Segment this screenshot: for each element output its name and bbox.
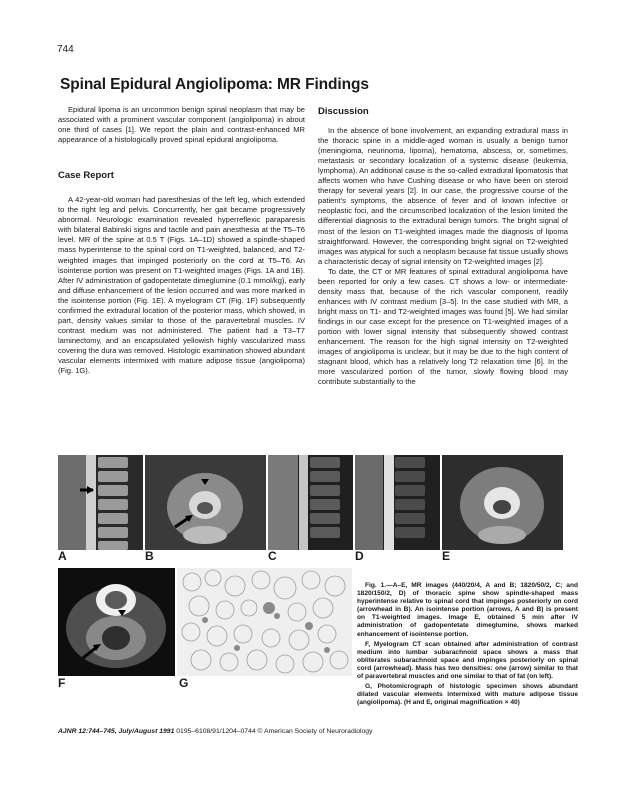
figure-panel-f <box>58 568 175 676</box>
page-footer <box>58 728 372 735</box>
mr-sagittal-d-image <box>355 455 440 550</box>
discussion-paragraph-2: To date, the CT or MR features of spinal extradural angiolipoma have been reported for only a few cases. CT shows a low- or intermediate-density mass that, because of the rich vascular component, readily enhances with IV contrast medium [3–5]. In the case studied with MR, a bright mass on T1- and T2-weighted images was found [5]. We had similar findings in our case except for the presence on T1-weighted images of a portion with lower signal intensity that subsequently showed contrast enhancement. The reason for the high signal intensity on T2-weighted images of angiolipoma is unclear, but it may be due to the high content of stagnant blood, which has a relatively long T2 relaxation time [6]. In the more vascularized portion of the tumor, slowly flowing blood may contribute substantially to the <box>318 266 568 387</box>
figure-caption <box>357 582 578 709</box>
figure-panel-e <box>442 455 563 550</box>
caption-paragraph-1: Fig. 1.—A–E, MR images (440/20/4, A and B; 1820/50/2, C; and 1820/150/2, D) of thoracic spine show spindle-shaped mass hyperintense relative to spinal cord that impinges posteriorly on cord (arrowhead in B). An isointense portion (arrows, A and B) is present on T1-weighted images. Image E, obtained 5 min after IV administration of gadopentetate dimeglumine, shows marked enhancement of isointense portion. <box>357 582 578 638</box>
figure-panel-g <box>177 568 352 676</box>
discussion-heading: Discussion <box>318 106 369 117</box>
case-report-paragraph: A 42-year-old woman had paresthesias of the left leg, which extended to the right leg and pelvis. Concurrently, her gait became progressively abnormal. Neurologic examination revealed hyperreflexic paraparesis with bilateral Babinski signs and tactile and pain anesthesia at the T5–T6 level. MR of the spine at 0.5 T (Figs. 1A–1D) showed a spindle-shaped mass hyperintense to the spinal cord on T1-weighted, balanced, and T2-weighted images that impinged posteriorly on the cord at T5–T6. An isointense portion was present on T1-weighted images (Figs. 1A and 1B). After IV administration of gadopentetate dimeglumine (0.1 mmol/kg), early and diffuse enhancement of the lesion occurred and was more marked in the isointense portion (Fig. 1E). A myelogram CT (Fig. 1F) subsequently confirmed the extradural location of the posterior mass, which showed, in part, density values similar to those of the paravertebral muscles. IV contrast medium was not administered. The patient had a T3–T7 laminectomy, and an encapsulated yellowish highly vascularized mass covering the dura was removed. Histologic examination showed abundant vascular elements intermixed with mature adipose tissue (angiolipoma) (Fig. 1G). <box>58 195 305 376</box>
figure-panel-a <box>58 455 143 550</box>
case-report-heading: Case Report <box>58 170 114 182</box>
panel-label-g: G <box>179 676 189 690</box>
figure-panel-d <box>355 455 440 550</box>
mr-axial-b-image <box>145 455 266 550</box>
caption-paragraph-2: F, Myelogram CT scan obtained after administration of contrast medium into lumbar subarachnoid space shows a mass that obliterates subarachnoid space and impinges posteriorly on spinal cord (arrowhead). Mass has two densities: one (arrow) similar to that of paravertebral muscles and one similar to that of fat (on left). <box>357 640 578 681</box>
myelogram-ct-f-image <box>58 568 175 676</box>
panel-label-e: E <box>442 549 451 563</box>
discussion-paragraph-1: In the absence of bone involvement, an expanding extradural mass in the thoracic spine in a middle-aged woman is usually a benign tumor (meningioma, neurinoma, lipoma), hematoma, abscess, or, sometimes, metastasis or secondary localization of a systemic disease (leukemia, lymphoma). An additional cause is the so-called extradural lipomatosis that affects women who have Cushing disease or who have been on steroid therapy for several years [2]. In our case, the progressive course of the patient's symptoms, the absence of fever and of known infective or neoplastic foci, and the circumscribed localization of the lesion limited the differential diagnosis to the extradural benign tumors. The bright signal of most of the lesion on T1-weighted images made the diagnosis of lipoma straightforward. However, the corresponding bright signal on T2-weighted images was atypical for such a neoplasm because fat tissue usually shows a characteristic decay of signal intensity on T2-weighted images [2]. <box>318 126 568 266</box>
panel-label-c: C <box>268 549 277 563</box>
right-column <box>318 105 568 387</box>
mr-sagittal-a-image <box>58 455 143 550</box>
panel-label-f: F <box>58 676 66 690</box>
panel-label-b: B <box>145 549 154 563</box>
panel-label-a: A <box>58 549 67 563</box>
footer-copyright: 0195–6108/91/1204–0744 © American Society of Neuroradiology <box>174 728 373 735</box>
figure-panel-b <box>145 455 266 550</box>
figure-panel-c <box>268 455 353 550</box>
histology-g-image <box>177 568 352 676</box>
left-column <box>58 105 305 376</box>
page-number: 744 <box>57 44 74 55</box>
caption-paragraph-3: G, Photomicrograph of histologic specimen shows abundant dilated vascular elements intermixed with mature adipose tissue (angiolipoma). (H and E, original magnification × 40) <box>357 683 578 707</box>
article-title: Spinal Epidural Angiolipoma: MR Findings <box>60 76 369 93</box>
intro-paragraph: Epidural lipoma is an uncommon benign spinal neoplasm that may be associated with a prominent vascular component (angiolipoma) in about one third of cases [1]. We report the plain and contrast-enhanced MR appearance of a histologically proved spinal epidural angiolipoma. <box>58 105 305 145</box>
footer-journal: AJNR 12:744–745, July/August 1991 <box>58 728 175 735</box>
panel-label-d: D <box>355 549 364 563</box>
mr-axial-e-image <box>442 455 563 550</box>
mr-sagittal-c-image <box>268 455 353 550</box>
